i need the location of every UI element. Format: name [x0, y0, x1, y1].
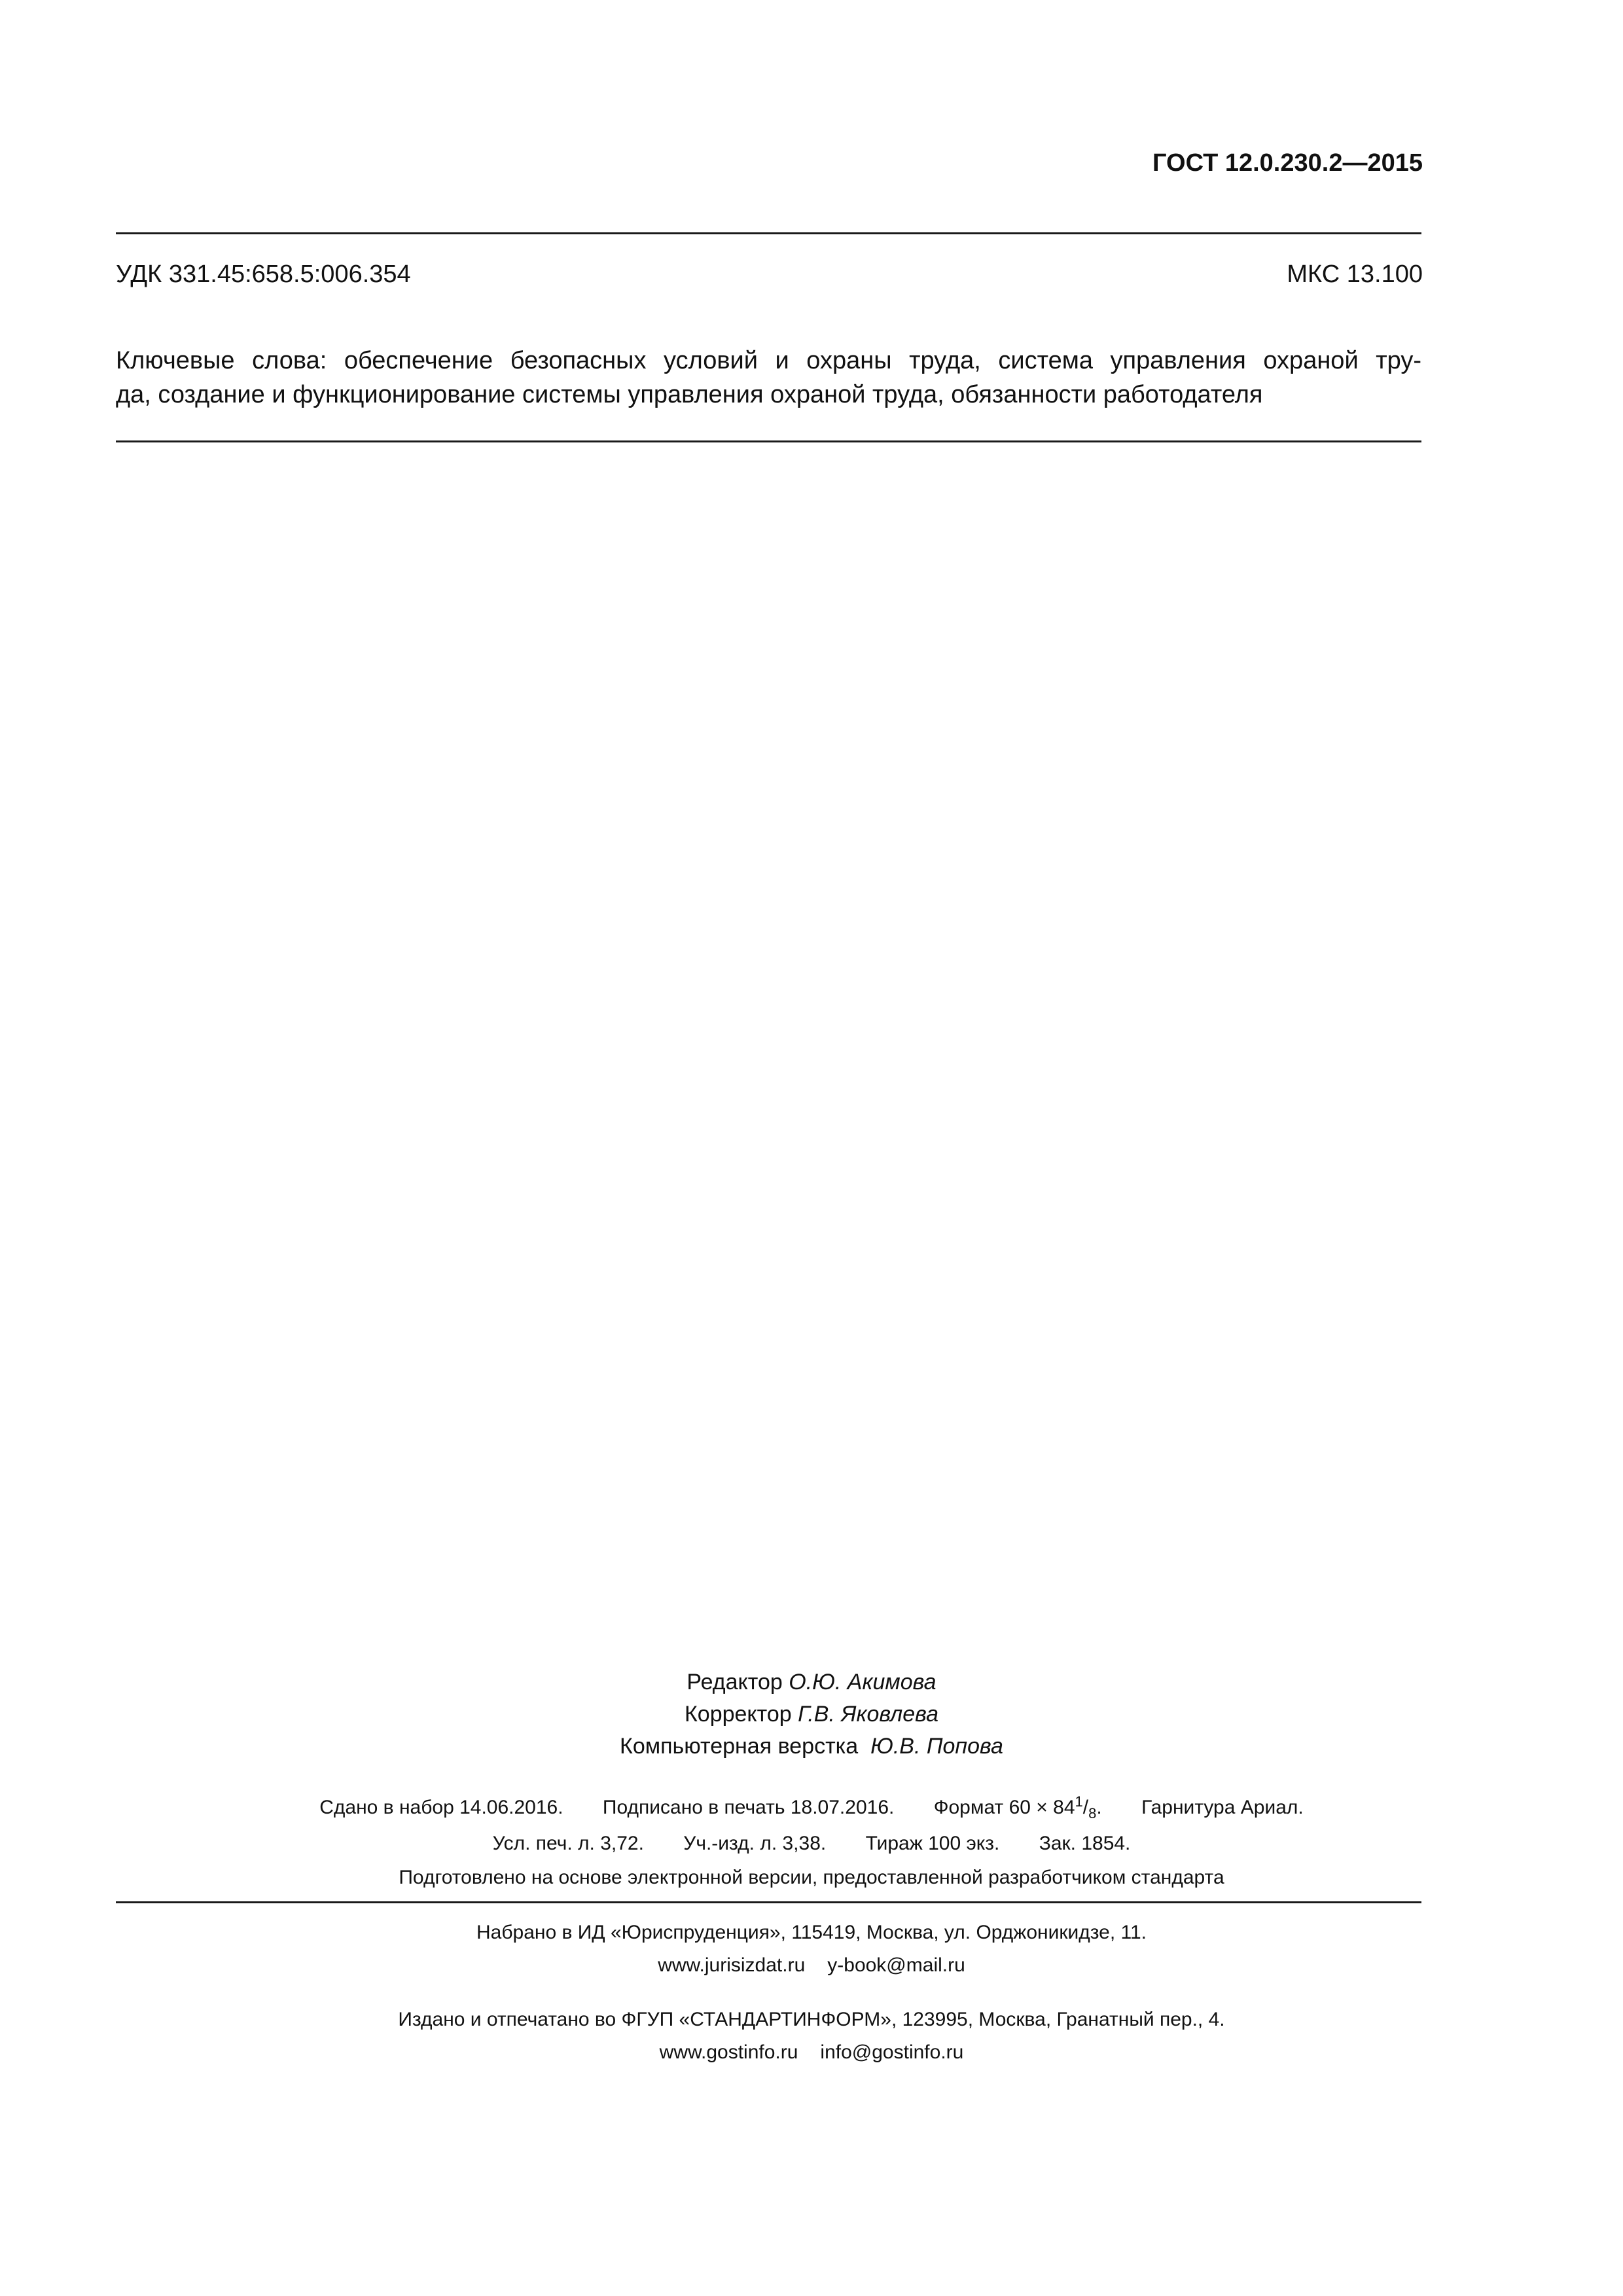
print-sheets: Усл. печ. л. 3,72. — [492, 1833, 644, 1854]
format-prefix: Формат 60 × 84 — [933, 1797, 1075, 1818]
signed-date: Подписано в печать 18.07.2016. — [602, 1797, 895, 1818]
imprint-line-1 — [0, 1793, 1623, 1822]
corrector-label: Корректор — [684, 1702, 792, 1727]
typeset-contacts — [0, 1954, 1623, 1977]
editor-label: Редактор — [687, 1670, 783, 1695]
typeset-email: y-book@mail.ru — [827, 1954, 965, 1976]
credits-block — [0, 1666, 1623, 1763]
submitted-date: Сдано в набор 14.06.2016. — [319, 1797, 563, 1818]
order-number: Зак. 1854. — [1039, 1833, 1131, 1854]
imprint-divider — [116, 1901, 1421, 1903]
corrector-line — [0, 1698, 1623, 1731]
publisher-sheets: Уч.-изд. л. 3,38. — [683, 1833, 827, 1854]
imprint-line-2 — [0, 1833, 1623, 1855]
keywords-line: Ключевые слова: обеспечение безопасных условий и охраны труда, система управления охраной тру- — [116, 347, 1421, 374]
format-end: . — [1096, 1797, 1102, 1818]
publisher-contacts — [0, 2041, 1623, 2064]
publisher-website: www.gostinfo.ru — [659, 2041, 798, 2063]
layout-name: Ю.В. Попова — [870, 1734, 1003, 1759]
editor-name: О.Ю. Акимова — [789, 1670, 936, 1695]
publisher-email: info@gostinfo.ru — [820, 2041, 964, 2063]
format-denominator: 8 — [1088, 1805, 1097, 1821]
document-number: ГОСТ 12.0.230.2—2015 — [1152, 149, 1423, 177]
typeset-website: www.jurisizdat.ru — [658, 1954, 806, 1976]
mks-code: МКС 13.100 — [1287, 260, 1423, 288]
layout-label: Компьютерная верстка — [620, 1734, 859, 1759]
layout-line — [0, 1731, 1623, 1763]
keywords-block — [116, 344, 1421, 412]
udk-code: УДК 331.45:658.5:006.354 — [116, 260, 411, 288]
editor-line — [0, 1666, 1623, 1698]
keywords-divider — [116, 440, 1421, 442]
typeface: Гарнитура Ариал. — [1141, 1797, 1304, 1818]
format-numerator: 1 — [1075, 1793, 1083, 1810]
circulation: Тираж 100 экз. — [865, 1833, 1000, 1854]
keywords-line: да, создание и функционирование системы управления охраной труда, обязанности работодателя — [116, 381, 1263, 408]
corrector-name: Г.В. Яковлева — [798, 1702, 939, 1727]
header-divider — [116, 232, 1421, 234]
paper-format — [934, 1793, 1102, 1822]
publisher-info: Издано и отпечатано во ФГУП «СТАНДАРТИНФОРМ», 123995, Москва, Гранатный пер., 4. — [398, 2009, 1225, 2030]
prepared-note: Подготовлено на основе электронной версии, предоставленной разработчиком стандарта — [399, 1867, 1224, 1888]
typeset-info: Набрано в ИД «Юриспруденция», 115419, Москва, ул. Орджоникидзе, 11. — [476, 1922, 1147, 1943]
format-separator: / — [1082, 1797, 1089, 1818]
